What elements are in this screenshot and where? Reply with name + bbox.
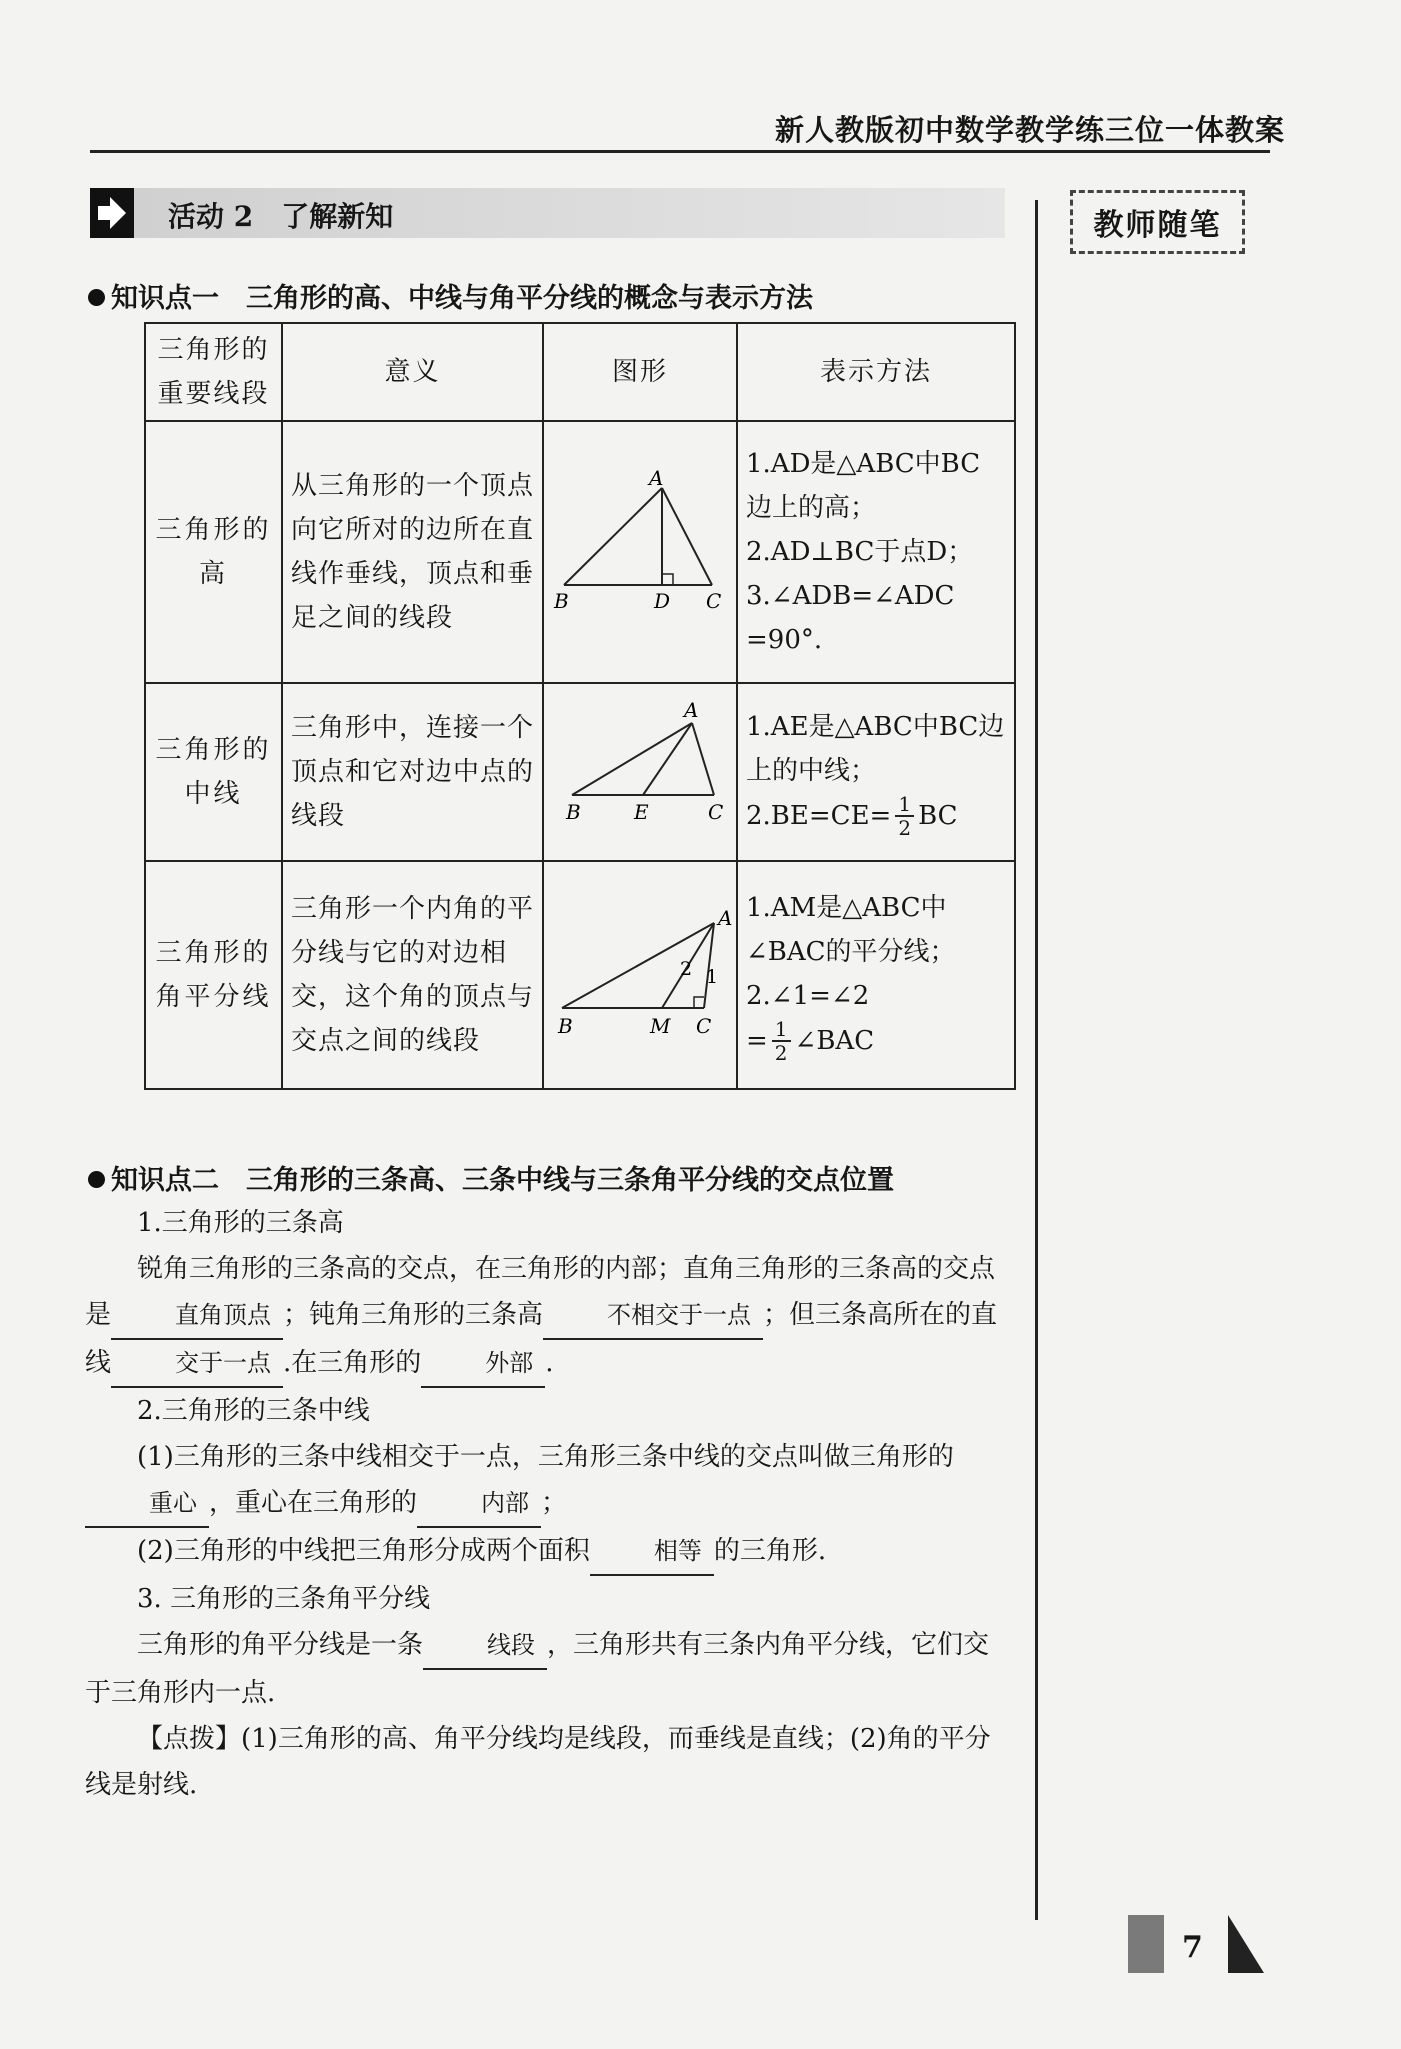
row-meaning: 三角形中，连接一个顶点和它对边中点的线段	[282, 683, 543, 861]
notation-line: 2.BE=CE= $\frac{1}{2}$ BC	[746, 792, 958, 840]
table-row	[145, 683, 1015, 861]
notation-line: 1.AD是△ABC中BC边上的高；	[746, 449, 981, 523]
kp1-title: 知识点一 三角形的高、中线与角平分线的概念与表示方法	[111, 283, 813, 314]
vertex-label: A	[718, 906, 733, 930]
vertex-label: C	[708, 800, 724, 824]
fraction: $\frac{1}{2}$	[772, 1018, 791, 1064]
notation-line: 1.AE是△ABC中BC边上的中线；	[746, 712, 1005, 786]
kp2-body	[85, 1200, 1015, 1808]
notation-line: 2.∠1=∠2	[746, 981, 870, 1011]
header-divider	[90, 150, 1270, 153]
notation-line: 1.AM是△ABC中∠BAC的平分线；	[746, 893, 956, 967]
notation-line: 3.∠ADB=∠ADC	[746, 581, 955, 611]
subsection-title: 2.三角形的三条中线	[137, 1396, 370, 1426]
vertex-label: C	[706, 589, 722, 613]
concept-table	[144, 322, 1016, 1090]
vertex-label: B	[558, 1014, 573, 1038]
vertex-label: M	[650, 1014, 671, 1038]
row-meaning: 三角形一个内角的平分线与它的对边相交，这个角的顶点与交点之间的线段	[282, 861, 543, 1089]
answer-blank: 相等	[590, 1528, 714, 1576]
subsection-title: 1.三角形的三条高	[137, 1208, 344, 1238]
vertex-label: B	[554, 589, 569, 613]
paragraph: (1)三角形的三条中线相交于一点，三角形三条中线的交点叫做三角形的重心 ，重心在三角形的 内部 ；	[85, 1434, 1015, 1528]
answer-blank: 重心	[85, 1480, 209, 1528]
bullet-icon	[88, 1171, 105, 1188]
arrow-right-icon	[90, 188, 134, 238]
row-name: 三角形的中线	[145, 683, 282, 861]
corner-triangle-icon	[1228, 1915, 1264, 1977]
answer-blank: 内部	[417, 1480, 541, 1528]
kp2-title: 知识点二 三角形的三条高、三条中线与三条角平分线的交点位置	[111, 1165, 894, 1196]
table-header-row	[145, 323, 1015, 421]
fraction: $\frac{1}{2}$	[895, 793, 914, 839]
vertex-label: C	[696, 1014, 712, 1038]
angle-label: 2	[680, 958, 693, 980]
angle-label: 1	[706, 966, 719, 988]
answer-blank: 直角顶点	[111, 1292, 283, 1340]
bullet-icon	[88, 289, 105, 306]
table-header: 图形	[543, 323, 737, 421]
book-title: 新人教版初中数学教学练三位一体教案	[775, 113, 1286, 147]
altitude-figure	[543, 421, 737, 683]
paragraph: 锐角三角形的三条高的交点，在三角形的内部；直角三角形的三条高的交点是 直角顶点 ；钝角三角形的三条高 不相交于一点 ；但三条高所在的直线 交于一点 .在三角形的 外部 .	[85, 1246, 1015, 1388]
subsection-title: 3. 三角形的三条角平分线	[137, 1584, 431, 1614]
answer-blank: 外部	[421, 1340, 545, 1388]
vertex-label: E	[634, 800, 649, 824]
notation-line: = $\frac{1}{2}$ ∠BAC	[746, 1017, 875, 1065]
vertex-label: D	[654, 589, 671, 613]
table-row	[145, 861, 1015, 1089]
row-name: 三角形的高	[145, 421, 282, 683]
vertex-label: B	[566, 800, 581, 824]
page-marker	[1128, 1915, 1164, 1973]
notation-line: =90°.	[746, 625, 823, 655]
teacher-notes-label: 教师随笔	[1070, 190, 1245, 254]
table-header: 表示方法	[737, 323, 1015, 421]
row-name: 三角形的角平分线	[145, 861, 282, 1089]
row-meaning: 从三角形的一个顶点向它所对的边所在直线作垂线，顶点和垂足之间的线段	[282, 421, 543, 683]
answer-blank: 不相交于一点	[543, 1292, 763, 1340]
answer-blank: 交于一点	[111, 1340, 283, 1388]
notation-line: 2.AD⊥BC于点D；	[746, 537, 974, 567]
row-notation	[737, 421, 1015, 683]
table-row	[145, 421, 1015, 683]
angle-bisector-figure	[543, 861, 737, 1089]
vertex-label: A	[684, 698, 699, 722]
activity-title: 活动 2 了解新知	[168, 200, 394, 233]
tip-paragraph: 【点拨】(1)三角形的高、角平分线均是线段，而垂线是直线；(2)角的平分线是射线.	[85, 1724, 991, 1800]
row-notation	[737, 861, 1015, 1089]
kp2-heading	[88, 1158, 894, 1197]
median-figure	[543, 683, 737, 861]
kp1-heading	[88, 276, 813, 315]
paragraph: 三角形的角平分线是一条 线段 ，三角形共有三条内角平分线，它们交于三角形内一点.	[85, 1622, 1015, 1716]
table-header: 三角形的重要线段	[145, 323, 282, 421]
table-header: 意义	[282, 323, 543, 421]
vertex-label: A	[649, 470, 664, 490]
row-notation	[737, 683, 1015, 861]
page-number: 7	[1182, 1930, 1203, 1965]
answer-blank: 线段	[423, 1622, 547, 1670]
sidebar-divider	[1035, 200, 1038, 1920]
paragraph: (2)三角形的中线把三角形分成两个面积 相等 的三角形.	[85, 1528, 1015, 1576]
